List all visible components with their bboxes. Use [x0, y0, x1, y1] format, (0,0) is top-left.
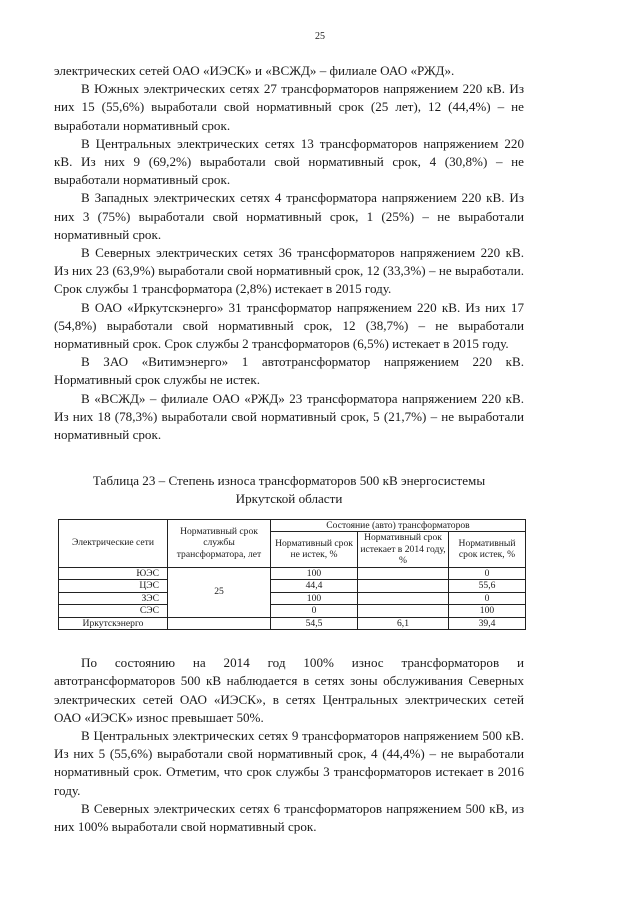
cell-expires-2014 — [358, 580, 449, 593]
section-after-table — [54, 654, 524, 836]
page-number: 25 — [315, 31, 325, 42]
cell-expires-2014 — [358, 592, 449, 605]
paragraph: По состоянию на 2014 год 100% износ трансформаторов и автотрансформаторов 500 кВ наблюдается в сетях зоны обслуживания Северных электрических сетей ОАО «ИЭСК», в сетях Центральных электрических сетей ОАО «ИЭСК» износ превышает 50%. — [54, 655, 524, 725]
cell-expired: 100 — [449, 605, 526, 618]
table-row — [59, 617, 526, 630]
paragraph: В ЗАО «Витимэнерго» 1 автотрансформатор напряжением 220 кВ. Нормативный срок службы не истек. — [54, 354, 524, 388]
paragraph: В Южных электрических сетях 27 трансформаторов напряжением 220 кВ. Из них 15 (55,6%) выработали свой нормативный срок (25 лет), 12 (44,4%) – не выработали нормативный срок. — [54, 81, 524, 133]
table-row — [59, 592, 526, 605]
cell-expired: 39,4 — [449, 617, 526, 630]
header-state: Состояние (авто) трансформаторов — [271, 519, 526, 532]
cell-network: ЦЭС — [59, 580, 168, 593]
table-caption — [54, 472, 524, 508]
header-not-expired: Нормативный срок не истек, % — [271, 532, 358, 568]
table-caption-line: Таблица 23 – Степень износа трансформаторов 500 кВ энергосистемы — [92, 473, 486, 489]
header-networks: Электрические сети — [59, 519, 168, 567]
cell-expires-2014: 6,1 — [358, 617, 449, 630]
cell-not-expired: 44,4 — [271, 580, 358, 593]
cell-network: ЮЭС — [59, 567, 168, 580]
paragraph: В Северных электрических сетях 6 трансформаторов напряжением 500 кВ, из них 100% выработали свой нормативный срок. — [54, 800, 524, 834]
header-normative: Нормативный срок службы трансформатора, лет — [168, 519, 271, 567]
cell-expires-2014 — [358, 567, 449, 580]
cell-network: ЗЭС — [59, 592, 168, 605]
paragraph: В ОАО «Иркутскэнерго» 31 трансформатор напряжением 220 кВ. Из них 17 (54,8%) выработали свой нормативный срок, 12 (38,7%) – не выработали нормативный срок. Срок службы 2 трансформаторов (6,5%) истекает в 2015 году. — [54, 299, 524, 352]
cell-normative-empty — [168, 617, 271, 630]
table-row — [59, 605, 526, 618]
cell-expires-2014 — [358, 605, 449, 618]
header-expired: Нормативный срок истек, % — [449, 532, 526, 568]
paragraph: электрических сетей ОАО «ИЭСК» и «ВСЖД» – филиале ОАО «РЖД». — [54, 63, 455, 78]
cell-expired: 0 — [449, 567, 526, 580]
header-expires-2014: Нормативный срок истекает в 2014 году, % — [358, 532, 449, 568]
table-row — [59, 580, 526, 593]
cell-not-expired: 0 — [271, 605, 358, 618]
paragraph: В Северных электрических сетях 36 трансформаторов напряжением 220 кВ. Из них 23 (63,9%) выработали свой нормативный срок, 12 (33,3%) – не выработали. Срок службы 1 трансформатора (2,8%) истекает в 2015 году. — [54, 245, 524, 297]
cell-not-expired: 100 — [271, 567, 358, 580]
table-caption-line: Иркутской области — [235, 491, 343, 507]
paragraph: В Центральных электрических сетях 13 трансформаторов напряжением 220 кВ. Из них 9 (69,2%) выработали свой нормативный срок, 4 (30,8%) – не выработали нормативный срок. — [54, 135, 524, 188]
cell-expired: 0 — [449, 592, 526, 605]
cell-expired: 55,6 — [449, 580, 526, 593]
cell-network: СЭС — [59, 605, 168, 618]
paragraph: В Центральных электрических сетях 9 трансформаторов напряжением 500 кВ. Из них 5 (55,6%) выработали свой нормативный срок, 4 (44,4%) – не выработали нормативный срок. Отметим, что срок службы 3 трансформаторов истекает в 2016 году. — [54, 727, 524, 798]
cell-not-expired: 100 — [271, 592, 358, 605]
cell-not-expired: 54,5 — [271, 617, 358, 630]
table-row — [59, 567, 526, 580]
transformer-wear-table — [58, 519, 526, 631]
paragraph: В Западных электрических сетях 4 трансформатора напряжением 220 кВ. Из них 3 (75%) выработали свой нормативный срок, 1 (25%) – не выработали нормативный срок. — [54, 190, 524, 242]
paragraph: В «ВСЖД» – филиале ОАО «РЖД» 23 трансформатора напряжением 220 кВ. Из них 18 (78,3%) выработали свой нормативный срок, 5 (21,7%) – не выработали нормативный срок. — [54, 390, 524, 443]
document-body — [54, 62, 524, 836]
cell-normative-years: 25 — [168, 567, 271, 617]
cell-network: Иркутскэнерго — [59, 617, 168, 630]
